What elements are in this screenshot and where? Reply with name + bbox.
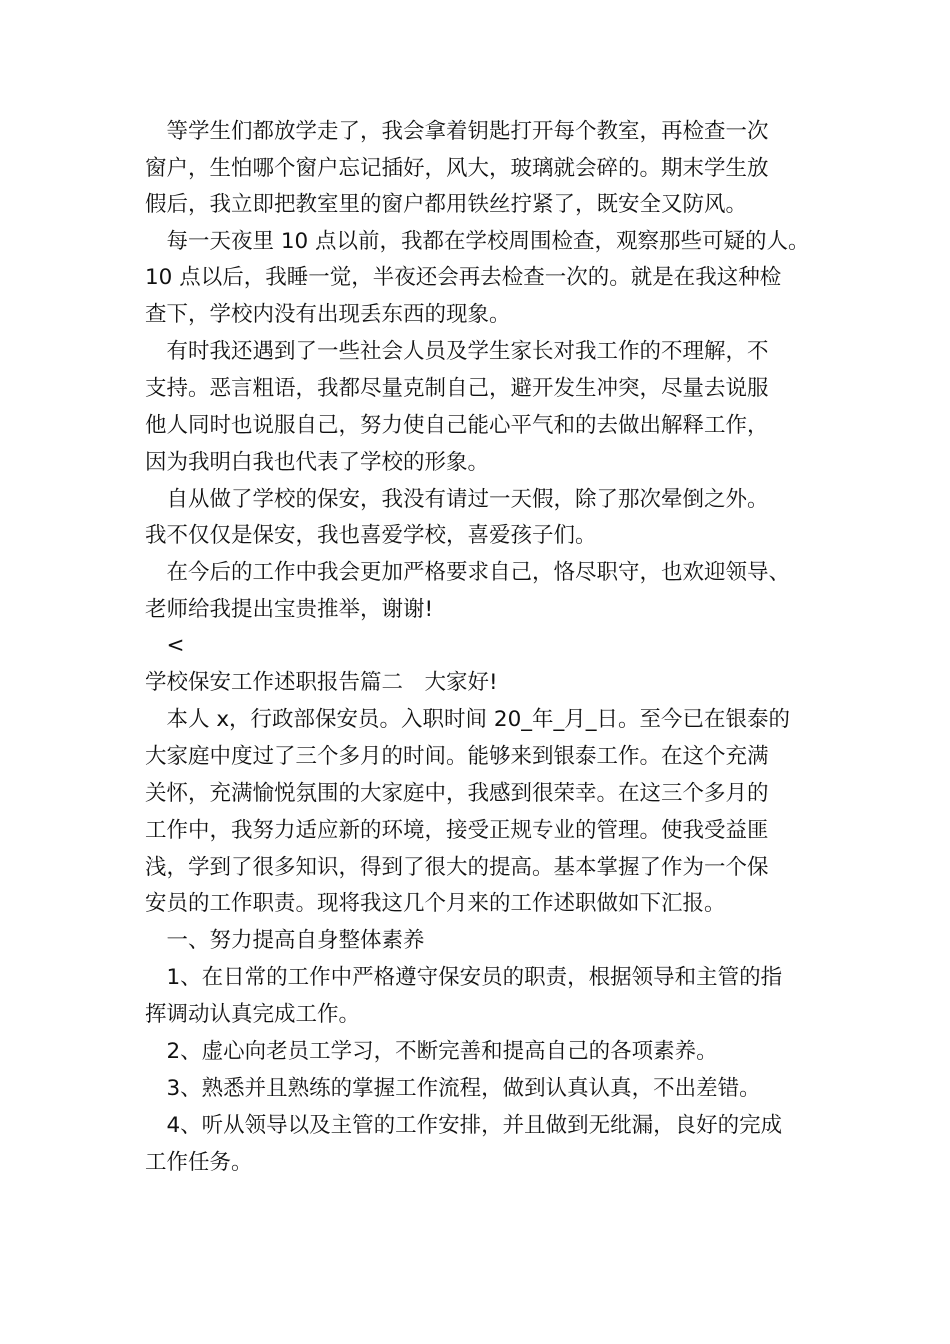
document-line: 1、在日常的工作中严格遵守保安员的职责，根据领导和主管的指 xyxy=(145,965,783,990)
document-line: 窗户，生怕哪个窗户忘记插好，风大，玻璃就会碎的。期末学生放 xyxy=(145,156,769,181)
document-line: 4、听从领导以及主管的工作安排，并且做到无纰漏，良好的完成 xyxy=(145,1113,783,1138)
document-line: 关怀，充满愉悦氛围的大家庭中，我感到很荣幸。在这三个多月的 xyxy=(145,781,769,806)
document-line: < xyxy=(145,633,185,658)
document-line: 支持。恶言粗语，我都尽量克制自己，避开发生冲突，尽量去说服 xyxy=(145,376,769,401)
document-line: 工作中，我努力适应新的环境，接受正规专业的管理。使我受益匪 xyxy=(145,818,769,843)
document-line: 有时我还遇到了一些社会人员及学生家长对我工作的不理解，不 xyxy=(145,339,769,364)
document-line: 挥调动认真完成工作。 xyxy=(145,1002,361,1027)
document-line: 一、努力提高自身整体素养 xyxy=(145,928,425,953)
document-line: 老师给我提出宝贵推举，谢谢! xyxy=(145,597,434,622)
document-line: 假后，我立即把教室里的窗户都用铁丝拧紧了，既安全又防风。 xyxy=(145,192,748,217)
document-line: 10 点以后，我睡一觉，半夜还会再去检查一次的。就是在我这种检 xyxy=(145,265,782,290)
document-line: 每一天夜里 10 点以前，我都在学校周围检查，观察那些可疑的人。 xyxy=(145,229,810,254)
document-line: 自从做了学校的保安，我没有请过一天假，除了那次晕倒之外。 xyxy=(145,487,769,512)
document-line: 他人同时也说服自己，努力使自己能心平气和的去做出解释工作， xyxy=(145,413,769,438)
document-line: 2、虚心向老员工学习，不断完善和提高自己的各项素养。 xyxy=(145,1039,718,1064)
document-line: 等学生们都放学走了，我会拿着钥匙打开每个教室，再检查一次 xyxy=(145,119,769,144)
document-line: 安员的工作职责。现将我这几个月来的工作述职做如下汇报。 xyxy=(145,891,726,916)
document-line: 浅，学到了很多知识，得到了很大的提高。基本掌握了作为一个保 xyxy=(145,855,769,880)
document-line: 学校保安工作述职报告篇二 大家好! xyxy=(145,670,498,695)
document-line: 查下，学校内没有出现丢东西的现象。 xyxy=(145,302,511,327)
document-line: 3、熟悉并且熟练的掌握工作流程，做到认真认真，不出差错。 xyxy=(145,1076,761,1101)
document-line: 大家庭中度过了三个多月的时间。能够来到银泰工作。在这个充满 xyxy=(145,744,769,769)
document-line: 本人 x，行政部保安员。入职时间 20_年_月_日。至今已在银泰的 xyxy=(145,707,791,732)
document-line: 我不仅仅是保安，我也喜爱学校，喜爱孩子们。 xyxy=(145,523,597,548)
document-line: 在今后的工作中我会更加严格要求自己，恪尽职守，也欢迎领导、 xyxy=(145,560,791,585)
document-line: 工作任务。 xyxy=(145,1150,253,1175)
document-line: 因为我明白我也代表了学校的形象。 xyxy=(145,450,490,475)
